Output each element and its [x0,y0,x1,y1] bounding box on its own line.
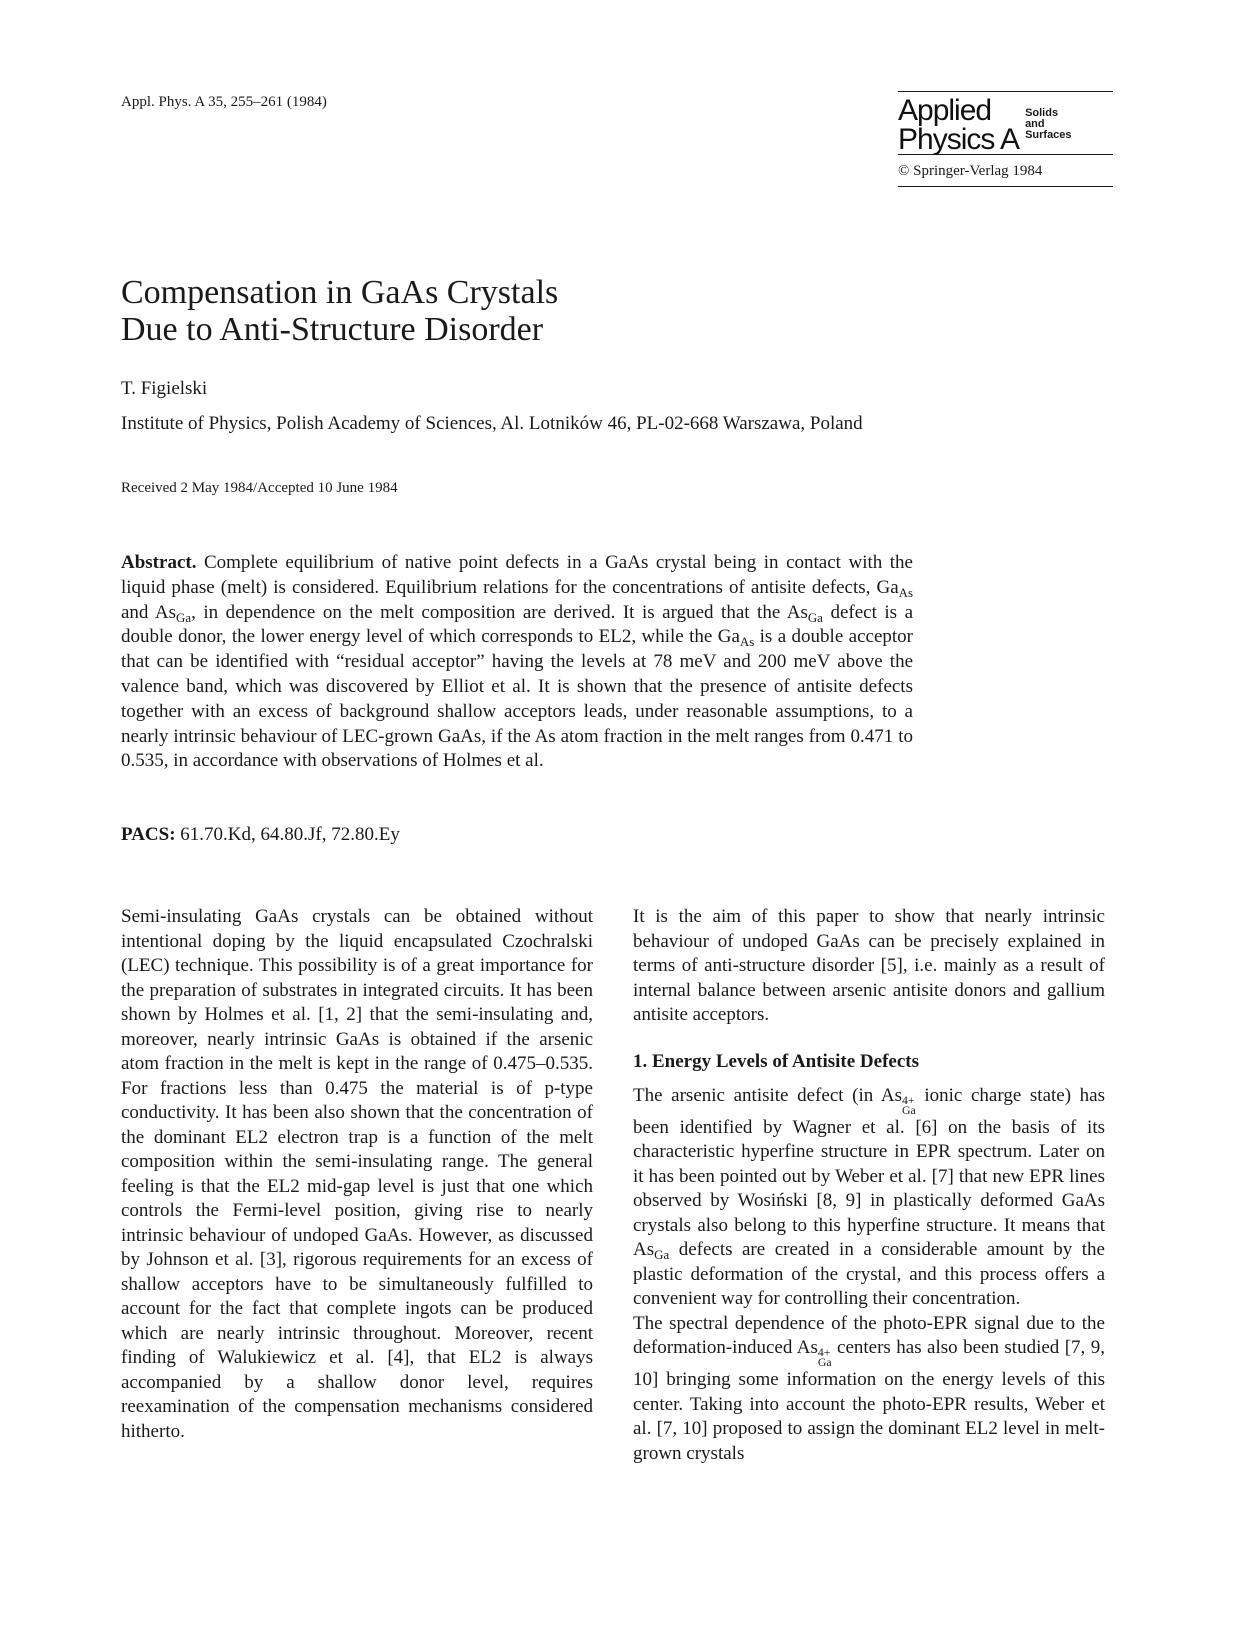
subscript-as: As [898,584,913,600]
charge-sup: 4+ [901,1093,915,1107]
abstract-text-5: is a double acceptor that can be identified with “residual acceptor” having the levels at 78 meV and 200 meV above the valence band, which was discovered by Elliot et al. It is shown that the presence of antisite defects together with an excess of background shallow acceptors leads, under reasonable assumptions, to a nearly intrinsic behaviour of LEC-grown GaAs, if the As atom fraction in the melt ranges from 0.471 to 0.535, in accordance with observations of Holmes et al. [121,626,913,772]
charge-sup: 4+ [817,1346,831,1360]
intro-paragraph: Semi-insulating GaAs crystals can be obtained without intentional doping by the liquid encapsulated Czochralski (LEC) technique. This possibility is of a great importance for the preparation of substrates in integrated circuits. It has been shown by Holmes et al. [1, 2] that the semi-insulating and, moreover, nearly intrinsic GaAs is obtained if the arsenic atom fraction in the melt is kept in the range of 0.475–0.535. For fractions less than 0.475 the material is of p-type conductivity. It has been also shown that the concentration of the dominant EL2 electron trap is a function of the melt composition within the semi-insulating range. The general feeling is that the EL2 mid-gap level is just that one which controls the Fermi-level position, giving rise to nearly intrinsic behaviour of undoped GaAs. However, as discussed by Johnson et al. [3], rigorous requirements for an excess of shallow acceptors have to be simultaneously fulfilled to account for the fact that complete ingots can be produced which are nearly intrinsic throughout. Moreover, recent finding of Walukiewicz et al. [4], that EL2 is always accompanied by a shallow donor level, requires reexamination of the compensation mechanisms considered hitherto. [121,906,593,1442]
title-line-2: Due to Anti-Structure Disorder [121,311,544,348]
logo-top-rule [898,91,1113,92]
charge-sub: Ga [817,1356,832,1370]
abstract-text-2: and As [121,601,177,623]
subscript-ga: Ga [176,609,192,625]
para1-text-b: ionic charge state) has been identified by Wagner et al. [6] on the basis of its characteristic hyperfine structure in EPR spectrum. Later on it has been pointed out by Weber et al. [7] that new EPR lines observed by Wosiński [8, 9] in plastically deformed GaAs crystals also belong to this hyperfine structure. It means that As [633,1085,1106,1261]
publisher: © Springer-Verlag 1984 [898,163,1043,179]
para1-text-a: The arsenic antisite defect (in As [633,1085,902,1106]
journal-section-line1: Solids [1025,107,1059,119]
journal-brand [898,96,1113,154]
abstract-text-3: , in dependence on the melt composition are derived. It is argued that the As [191,601,808,623]
subscript-ga: Ga [807,609,823,625]
pacs [121,824,400,846]
journal-section [1025,108,1071,141]
abstract-label: Abstract. [121,552,197,573]
pacs-label: PACS: [121,824,176,845]
para1-text-c: defects are created in a considerable amount by the plastic deformation of the crystal, and this process offers a convenient way for controlling their concentration. [633,1239,1105,1310]
title-line-1: Compensation in GaAs Crystals [121,274,559,311]
abstract [121,551,913,774]
section-paragraph-2 [633,1312,1105,1466]
section-heading: 1. Energy Levels of Antisite Defects [633,1050,919,1072]
journal-section-line3: Surfaces [1025,129,1072,141]
para2-text-b: centers has also been studied [7, 9, 10] bringing some information on the energy levels of this center. Taking into account the photo-EPR results, Weber et al. [7, 10] proposed to assign the dominant EL2 level in melt-grown crystals [633,1337,1105,1464]
section-paragraph-1 [633,1084,1105,1312]
charge-state [901,1093,916,1117]
journal-citation: Appl. Phys. A 35, 255–261 (1984) [121,94,327,110]
subscript-as: As [739,634,755,650]
charge-sub: Ga [901,1103,916,1117]
journal-logo [898,91,1113,187]
journal-name-line2: Physics A [898,123,1020,156]
left-column [121,905,593,1444]
charge-state [818,1348,832,1368]
article-title [121,274,558,348]
subscript-ga: Ga [654,1247,670,1263]
abstract-text-4: defect is a double donor, the lower energy level of which corresponds to EL2, while the Ga [121,601,914,648]
right-column [633,905,1105,1466]
journal-name-line1: Applied [898,94,992,127]
logo-bottom-rule [898,186,1113,187]
affiliation: Institute of Physics, Polish Academy of Sciences, Al. Lotników 46, PL-02-668 Warszawa, Poland [121,413,863,434]
pacs-codes: 61.70.Kd, 64.80.Jf, 72.80.Ey [180,824,400,845]
journal-section-line2: and [1025,118,1045,130]
journal-name [898,96,1019,154]
abstract-text-1: Complete equilibrium of native point defects in a GaAs crystal being in contact with the liquid phase (melt) is considered. Equilibrium relations for the concentrations of antisite defects, Ga [121,552,913,598]
aim-paragraph: It is the aim of this paper to show that nearly intrinsic behaviour of undoped GaAs can be precisely explained in terms of anti-structure disorder [5], i.e. mainly as a result of internal balance between arsenic antisite donors and gallium antisite acceptors. [633,906,1105,1025]
para2-text-a: The spectral dependence of the photo-EPR signal due to the deformation-induced As [633,1312,1105,1359]
author: T. Figielski [121,378,208,399]
received-date: Received 2 May 1984/Accepted 10 June 1984 [121,480,398,496]
